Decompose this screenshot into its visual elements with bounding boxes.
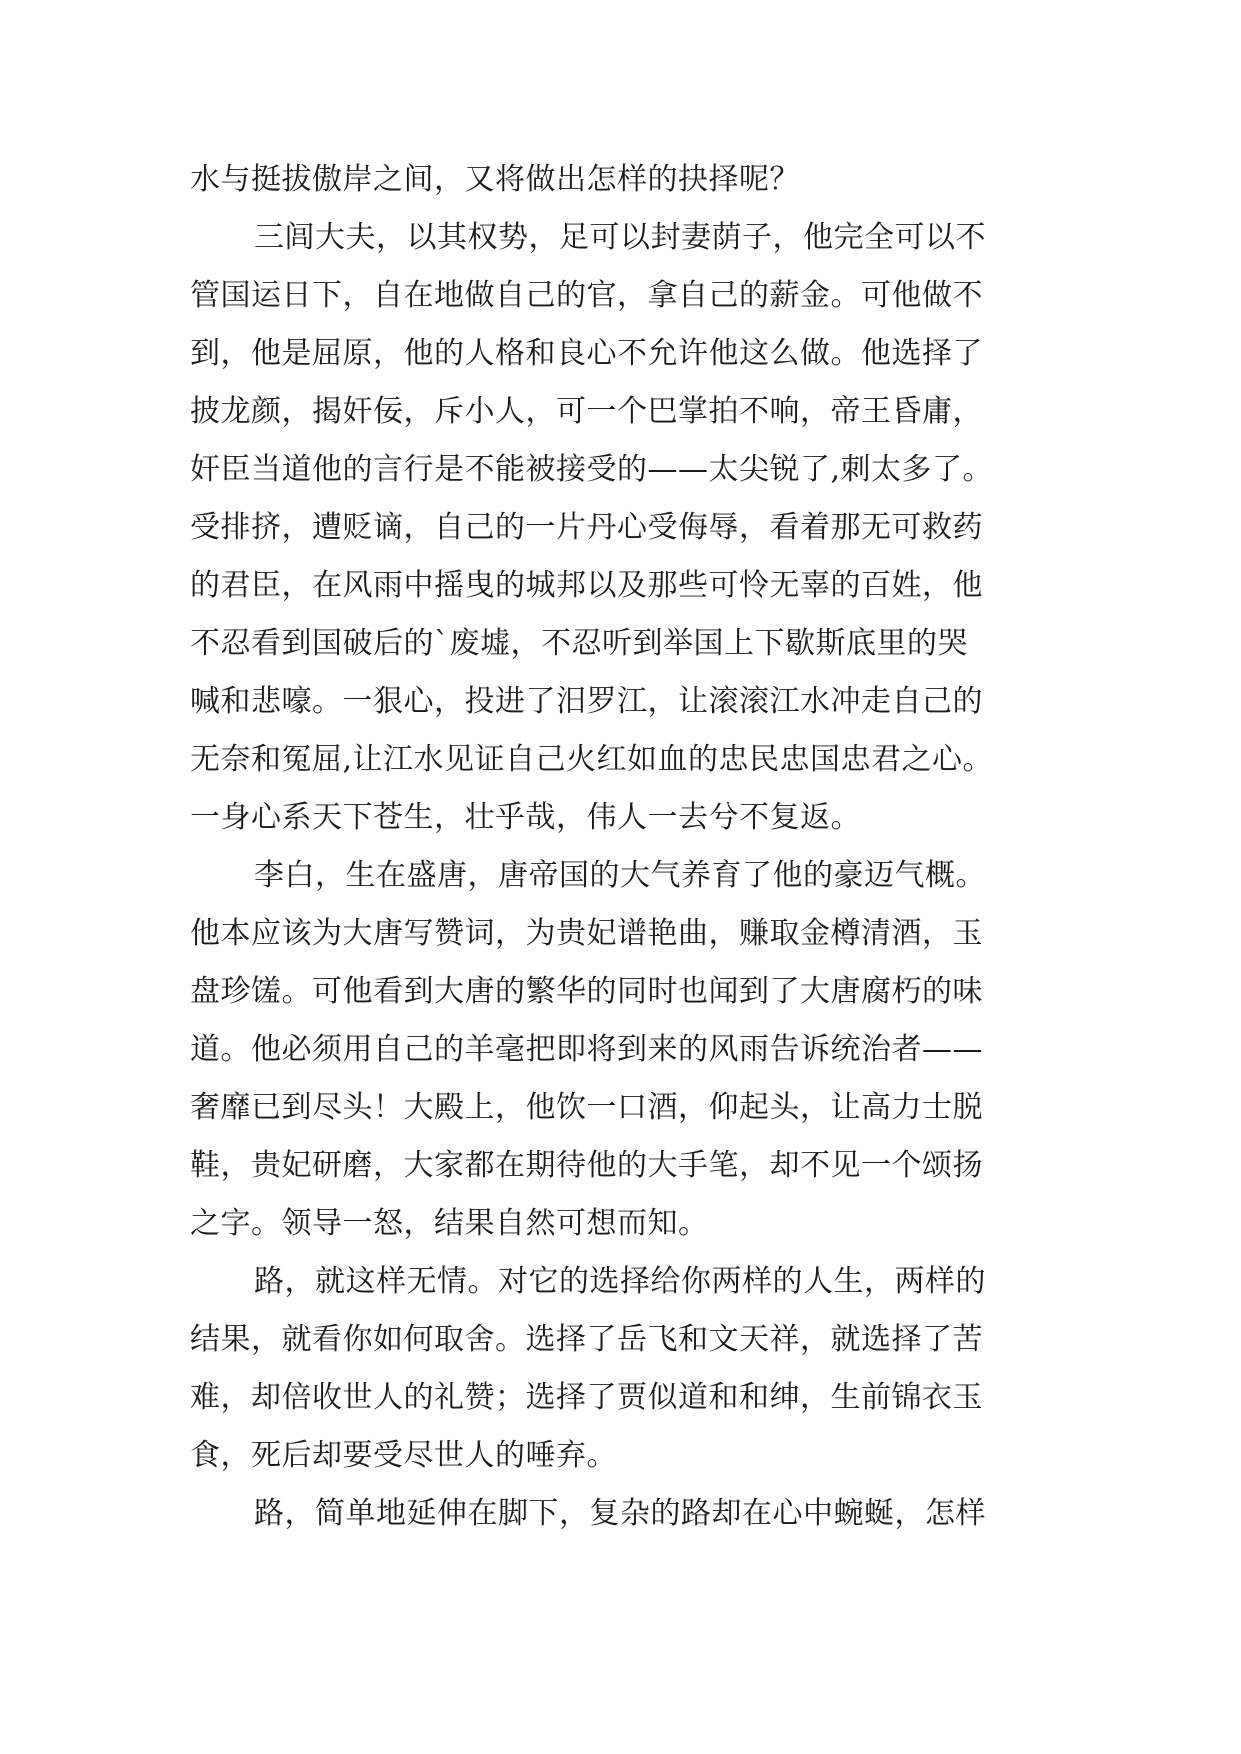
text-line: 不忍看到国破后的`废墟，不忍听到举国上下歇斯底里的哭	[190, 626, 968, 661]
text-line: 的君臣，在风雨中摇曳的城邦以及那些可怜无辜的百姓，他	[190, 568, 983, 603]
paragraph-start-line: 李白，生在盛唐，唐帝国的大气养育了他的豪迈气概。	[254, 858, 986, 893]
text-line: 一身心系天下苍生，壮乎哉，伟人一去兮不复返。	[190, 800, 861, 835]
text-line: 水与挺拔傲岸之间，又将做出怎样的抉择呢？	[190, 162, 800, 197]
text-line: 鞋，贵妃研磨，大家都在期待他的大手笔，却不见一个颂扬	[190, 1148, 983, 1183]
paragraph-start-line: 路，简单地延伸在脚下，复杂的路却在心中蜿蜒，怎样	[254, 1496, 986, 1531]
text-line: 披龙颜，揭奸佞，斥小人，可一个巴掌拍不响，帝王昏庸，	[190, 394, 983, 429]
text-line: 管国运日下，自在地做自己的官，拿自己的薪金。可他做不	[190, 278, 983, 313]
text-line: 无奈和冤屈,让江水见证自己火红如血的忠民忠国忠君之心。	[190, 742, 994, 777]
text-line: 之字。领导一怒，结果自然可想而知。	[190, 1206, 709, 1241]
text-line: 食，死后却要受尽世人的唾弃。	[190, 1438, 617, 1473]
text-line: 到，他是屈原，他的人格和良心不允许他这么做。他选择了	[190, 336, 983, 371]
paragraph-start-line: 路，就这样无情。对它的选择给你两样的人生，两样的	[254, 1264, 986, 1299]
paragraph-start-line: 三闾大夫，以其权势，足可以封妻荫子，他完全可以不	[254, 220, 986, 255]
text-line: 奸臣当道他的言行是不能被接受的——太尖锐了,刺太多了。	[190, 452, 994, 487]
text-line: 受排挤，遭贬谪，自己的一片丹心受侮辱，看着那无可救药	[190, 510, 983, 545]
text-line: 难，却倍收世人的礼赞；选择了贾似道和和绅，生前锦衣玉	[190, 1380, 983, 1415]
text-line: 喊和悲嚎。一狠心，投进了汨罗江，让滚滚江水冲走自己的	[190, 684, 983, 719]
text-line: 道。他必须用自己的羊毫把即将到来的风雨告诉统治者——	[190, 1032, 983, 1067]
text-line: 他本应该为大唐写赞词，为贵妃谱艳曲，赚取金樽清酒，玉	[190, 916, 983, 951]
text-line: 盘珍馐。可他看到大唐的繁华的同时也闻到了大唐腐朽的味	[190, 974, 983, 1009]
text-line: 奢靡已到尽头！大殿上，他饮一口酒，仰起头，让高力士脱	[190, 1090, 983, 1125]
text-line: 结果，就看你如何取舍。选择了岳飞和文天祥，就选择了苦	[190, 1322, 983, 1357]
